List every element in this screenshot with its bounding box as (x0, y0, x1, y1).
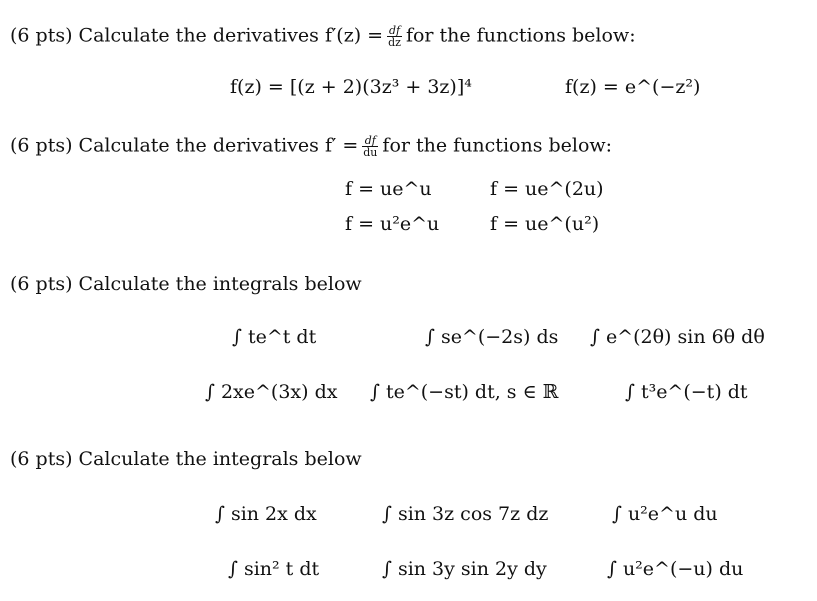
item-text: f = ue^(2u) (490, 178, 604, 200)
section-4-item-2 (382, 505, 548, 524)
item-text: ∫ te^t dt (232, 326, 317, 348)
fraction-numerator: df (388, 24, 401, 37)
section-4-item-1 (215, 505, 317, 524)
section-2-item-3 (345, 215, 439, 234)
item-text: f = u²e^u (345, 213, 440, 235)
section-2-item-2 (490, 180, 604, 199)
section-1-heading-suffix: for the functions below: (405, 24, 636, 47)
section-1-heading (10, 25, 636, 48)
section-3-item-3 (590, 328, 765, 347)
section-1-item-1 (230, 78, 472, 97)
fraction-denominator: du (363, 146, 378, 159)
item-text: ∫ te^(−st) dt, s ∈ ℝ (370, 381, 559, 403)
item-text: ∫ e^(2θ) sin 6θ dθ (590, 326, 765, 348)
section-4-heading: (6 pts) Calculate the integrals below (10, 448, 362, 470)
section-1-fraction (387, 25, 402, 48)
item-text: ∫ se^(−2s) ds (425, 326, 559, 348)
section-3-item-4 (205, 383, 337, 402)
fraction-denominator: dz (388, 36, 401, 49)
item-text: f(z) = [(z + 2)(3z³ + 3z)]⁴ (230, 76, 472, 98)
section-1-item-2 (565, 78, 700, 97)
section-4-item-3 (612, 505, 718, 524)
section-3-heading: (6 pts) Calculate the integrals below (10, 273, 362, 295)
item-text: ∫ 2xe^(3x) dx (205, 381, 338, 403)
item-text: ∫ sin 3z cos 7z dz (382, 503, 549, 525)
section-3-item-2 (425, 328, 558, 347)
section-2-fraction (362, 135, 378, 158)
fraction-numerator: df (362, 135, 378, 147)
section-2-heading (10, 135, 612, 158)
section-2-heading-prefix: (6 pts) Calculate the derivatives f′ = (10, 134, 359, 157)
item-text: ∫ t³e^(−t) dt (625, 381, 748, 403)
section-3-item-5 (370, 383, 558, 402)
item-text: f(z) = e^(−z²) (565, 76, 701, 98)
section-2-item-1 (345, 180, 432, 199)
section-1-heading-prefix: (6 pts) Calculate the derivatives f′(z) = (10, 24, 384, 47)
item-text: ∫ u²e^(−u) du (607, 558, 744, 580)
item-text: ∫ sin 3y sin 2y dy (382, 558, 547, 580)
section-3-item-6 (625, 383, 748, 402)
section-3-item-1 (232, 328, 316, 347)
section-2-heading-suffix: for the functions below: (382, 134, 613, 157)
section-4-item-6 (607, 560, 743, 579)
item-text: f = ue^u (345, 178, 432, 200)
item-text: f = ue^(u²) (490, 213, 600, 235)
item-text: ∫ sin² t dt (228, 558, 320, 580)
item-text: ∫ u²e^u du (612, 503, 718, 525)
item-text: ∫ sin 2x dx (215, 503, 317, 525)
section-2-item-4 (490, 215, 599, 234)
section-4-item-5 (382, 560, 547, 579)
section-4-item-4 (228, 560, 319, 579)
